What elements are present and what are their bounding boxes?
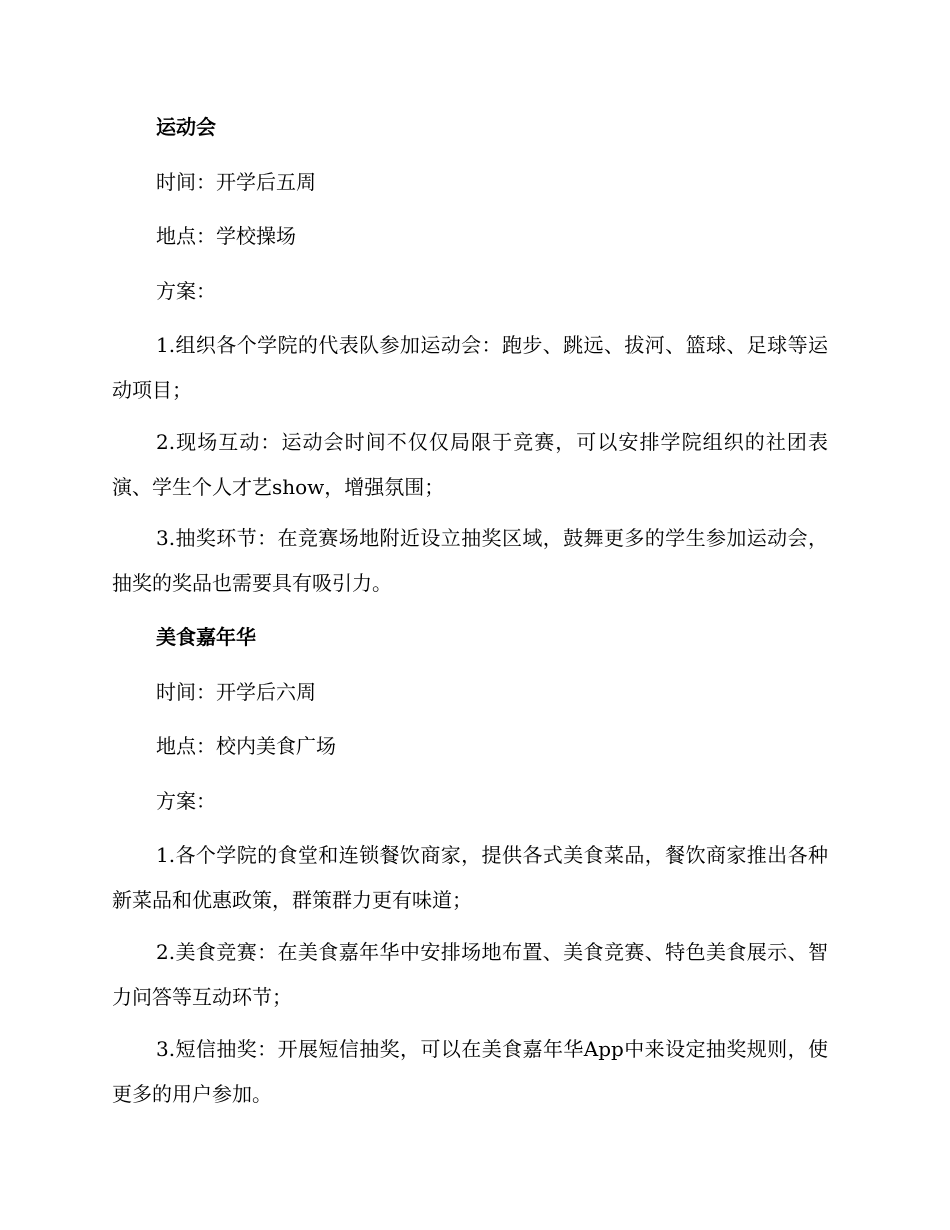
plan-label: 方案：	[156, 279, 216, 303]
plan-item: 3.短信抽奖：开展短信抽奖，可以在美食嘉年华App中来设定抽奖规则，使更多的用户参加。	[112, 1037, 828, 1106]
plan-item: 2.现场互动：运动会时间不仅仅局限于竞赛，可以安排学院组织的社团表演、学生个人才艺show，增强氛围；	[112, 430, 828, 499]
place-line: 地点：校内美食广场	[156, 734, 336, 758]
plan-item: 2.美食竞赛：在美食嘉年华中安排场地布置、美食竞赛、特色美食展示、智力问答等互动环节；	[112, 940, 828, 1009]
place-line: 地点：学校操场	[156, 224, 296, 248]
time-line: 时间：开学后五周	[156, 170, 316, 194]
plan-label: 方案：	[156, 789, 216, 813]
plan-item: 1.各个学院的食堂和连锁餐饮商家，提供各式美食菜品，餐饮商家推出各种新菜品和优惠政策，群策群力更有味道；	[112, 843, 828, 912]
section-title: 美食嘉年华	[156, 625, 256, 649]
plan-item: 1.组织各个学院的代表队参加运动会：跑步、跳远、拔河、篮球、足球等运动项目；	[112, 333, 828, 402]
section-title: 运动会	[156, 115, 216, 139]
plan-item: 3.抽奖环节：在竞赛场地附近设立抽奖区域，鼓舞更多的学生参加运动会，抽奖的奖品也需要具有吸引力。	[112, 526, 828, 595]
time-line: 时间：开学后六周	[156, 680, 316, 704]
